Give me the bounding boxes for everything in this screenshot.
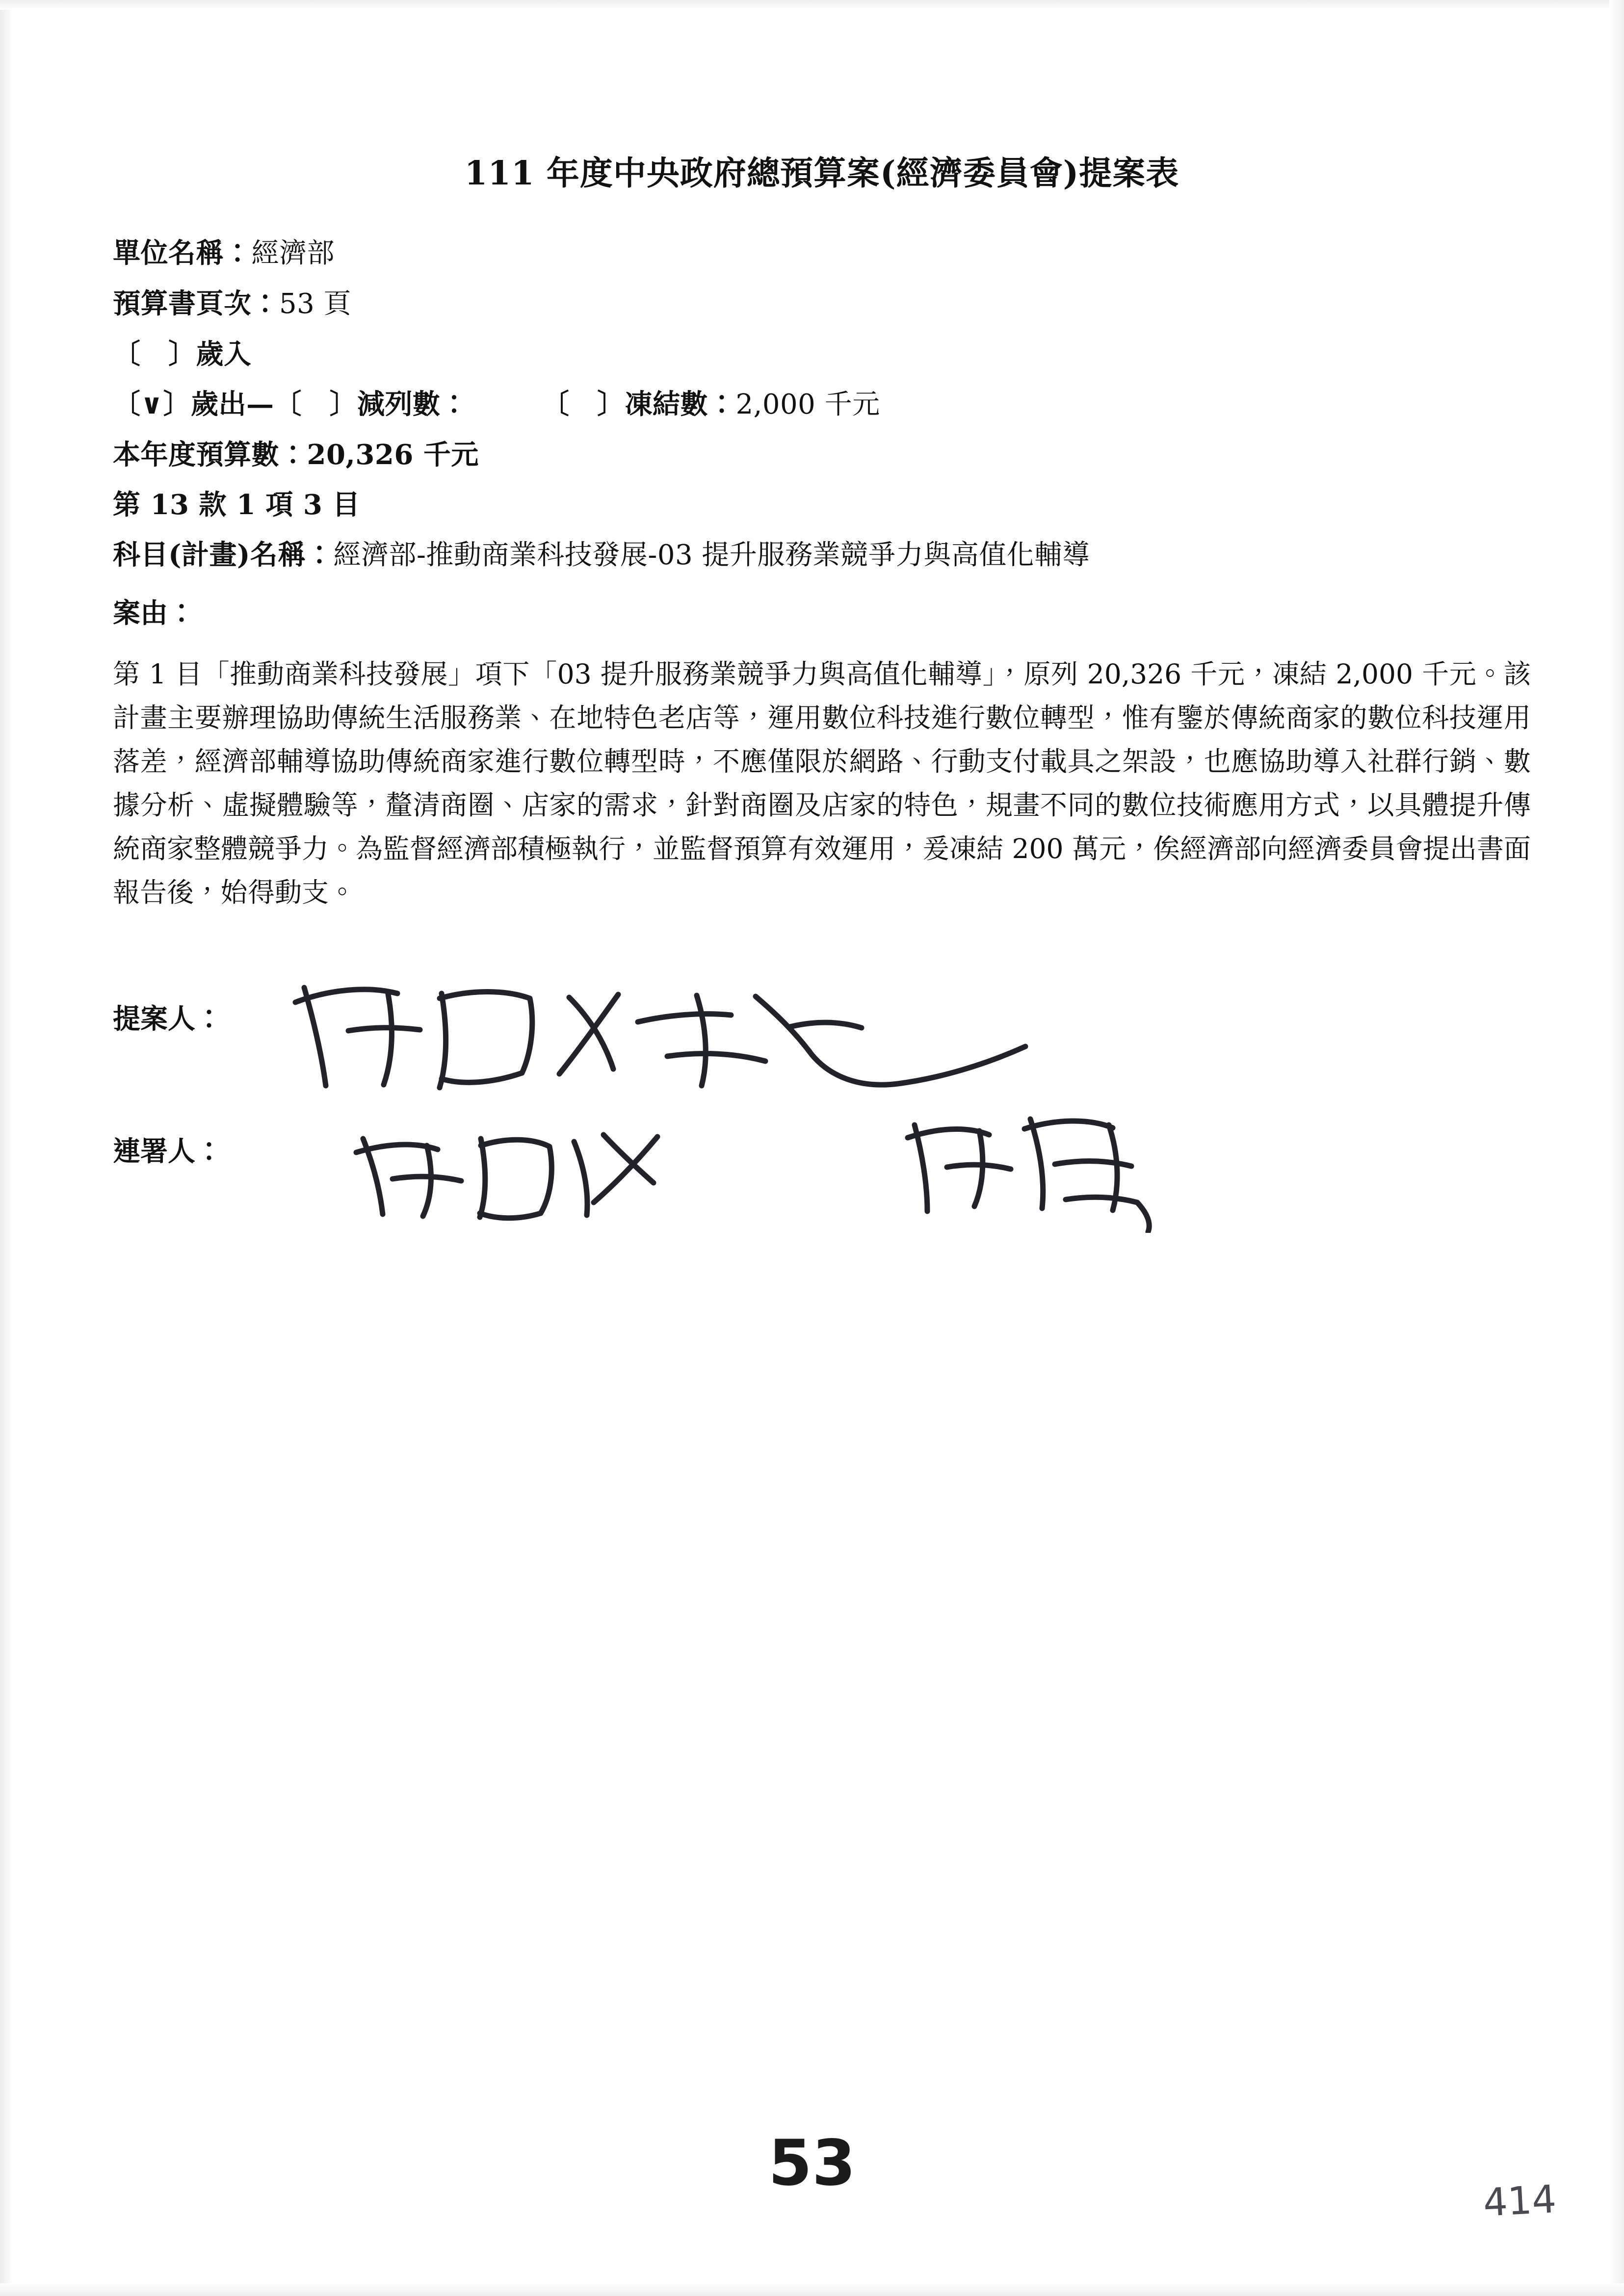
field-budget-page-label: 預算書頁次：: [113, 287, 279, 320]
freeze-checkbox[interactable]: 〔 〕: [541, 388, 625, 420]
reason-label: 案由：: [113, 597, 195, 629]
field-budget-page-value: 53 頁: [279, 288, 352, 320]
scan-edge-bottom: [0, 2283, 1624, 2296]
cosigner-signature-ink-2: [893, 1091, 1187, 1233]
page-number: 53: [768, 2127, 856, 2200]
field-expenditure-label: 歲出—: [190, 388, 274, 420]
field-expenditure: [113, 388, 1531, 420]
field-current-budget-label: 本年度預算數：: [113, 439, 307, 471]
field-reduction-label: 減列數：: [357, 388, 468, 420]
field-item-code-value: 第 13 款 1 項 3 目: [113, 489, 360, 521]
scan-edge-top: [0, 0, 1624, 10]
field-unit-name-value: 經濟部: [251, 237, 335, 269]
cosigner-signature-ink-1: [343, 1109, 697, 1232]
scan-edge-right: [1609, 0, 1624, 2296]
proposer-signature-ink: [275, 968, 1109, 1105]
document-content: [113, 147, 1531, 1233]
field-unit-name: [113, 239, 1531, 267]
field-current-budget-value: 20,326 千元: [307, 439, 479, 471]
revenue-checkbox[interactable]: 〔 〕: [113, 338, 196, 370]
field-freeze-value: 2,000 千元: [735, 389, 880, 420]
field-current-budget: [113, 441, 1531, 469]
field-revenue-label: 歲入: [196, 338, 252, 370]
reason-body: 第 1 目「推動商業科技發展」項下「03 提升服務業競爭力與高值化輔導」，原列 20,326 千元，凍結 2,000 千元。該計畫主要辦理協助傳統生活服務業、在地特色老店等，運用數位科技進行數位轉型，惟有鑒於傳統商家的數位科技運用落差，經濟部輔導協助傳統商家進行數位轉型時，不應僅限於網路、行動支付載具之架設，也應協助導入社群行銷、數據分析、虛擬體驗等，釐清商圈、店家的需求，針對商圈及店家的特色，規畫不同的數位技術應用方式，以具體提升傳統商家整體競爭力。為監督經濟部積極執行，並監督預算有效運用，爰凍結 200 萬元，俟經濟部向經濟委員會提出書面報告後，始得動支。: [113, 658, 1531, 909]
field-revenue: [113, 340, 1531, 368]
expenditure-checkbox[interactable]: 〔∨〕: [113, 388, 191, 420]
field-unit-name-label: 單位名稱：: [113, 237, 252, 269]
field-freeze-label: 凍結數：: [625, 388, 736, 420]
field-subject-name-value: 經濟部-推動商業科技發展-03 提升服務業競爭力與高值化輔導: [333, 539, 1090, 571]
proposer-label: 提案人：: [113, 1002, 223, 1035]
reduction-checkbox[interactable]: 〔 〕: [274, 388, 357, 420]
field-subject-name-label: 科目(計畫)名稱：: [113, 539, 334, 571]
scan-edge-left: [0, 0, 13, 2296]
field-item-code: [113, 491, 1531, 519]
field-subject-name: [113, 541, 1531, 569]
field-budget-page: [113, 287, 1531, 320]
cosigner-label: 連署人：: [113, 1135, 223, 1168]
signature-block: [113, 978, 1531, 1233]
page-title: 111 年度中央政府總預算案(經濟委員會)提案表: [464, 154, 1179, 192]
corner-handwritten-number: 414: [1482, 2177, 1558, 2225]
